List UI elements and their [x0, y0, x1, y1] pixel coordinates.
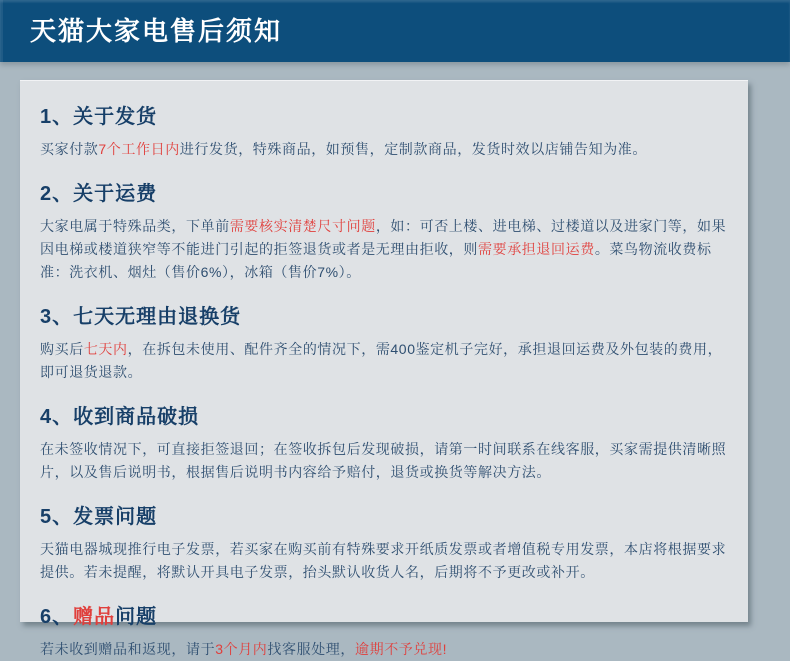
section-heading: [40, 182, 728, 206]
text-segment: 若未收到赠品和返现，请于: [40, 641, 216, 657]
section-body: [40, 138, 728, 161]
text-segment: 6、: [40, 606, 74, 628]
highlight-text: 3个月内: [215, 641, 268, 657]
section-body: [40, 215, 728, 284]
text-segment: 进行发货，特殊商品，如预售，定制款商品，发货时效以店铺告知为准。: [179, 141, 647, 157]
text-segment: 1、关于发货: [40, 106, 158, 128]
section-heading: [40, 405, 728, 429]
text-segment: 购买后: [40, 341, 84, 357]
section-heading: [40, 605, 728, 629]
text-segment: 2、关于运费: [40, 183, 158, 205]
text-segment: 5、发票问题: [40, 506, 158, 528]
notice-section-freight: [40, 182, 728, 284]
highlight-text: 逾期不予兑现!: [355, 641, 448, 657]
section-heading: [40, 505, 728, 529]
highlight-text: 7个工作日内: [98, 141, 180, 157]
highlight-text: 赠品: [73, 606, 116, 628]
section-body: [40, 638, 728, 661]
highlight-text: 七天内: [83, 341, 128, 357]
notice-section-invoice: [40, 505, 728, 584]
text-segment: 在未签收情况下，可直接拒签退回；在签收拆包后发现破损，请第一时间联系在线客服，买家需提供清晰照片，以及售后说明书，根据售后说明书内容给予赔付，退货或换货等解决方法。: [40, 441, 727, 480]
text-segment: 找客服处理，: [267, 641, 355, 657]
text-segment: ，如：可否上楼、进电梯、过楼道以及进家门等，如果因电梯或楼道狭窄等不能进门引起的拒签退货或者是无理由拒收，则: [40, 218, 727, 257]
text-segment: 3、七天无理由退换货: [40, 306, 242, 328]
highlight-text: 需要承担退回运费: [478, 241, 595, 257]
notice-section-damaged-goods: [40, 405, 728, 484]
text-segment: 问题: [115, 606, 158, 628]
text-segment: 。菜鸟物流收费标准：洗衣机、烟灶（售价6%），冰箱（售价7%）。: [40, 241, 712, 280]
section-heading: [40, 305, 728, 329]
text-segment: 天猫电器城现推行电子发票，若买家在购买前有特殊要求开纸质发票或者增值税专用发票，本店将根据要求提供。若未提醒，将默认开具电子发票，抬头默认收货人名，后期将不予更改或补开。: [40, 541, 727, 580]
highlight-text: 需要核实清楚尺寸问题: [229, 218, 376, 234]
notice-section-seven-day-return: [40, 305, 728, 384]
text-segment: 买家付款: [40, 141, 99, 157]
section-heading: [40, 105, 728, 129]
section-body: [40, 538, 728, 584]
notice-section-shipping: [40, 105, 728, 161]
notice-section-gifts: [40, 605, 728, 661]
section-body: [40, 438, 728, 484]
text-segment: ，在拆包未使用、配件齐全的情况下，需400鉴定机子完好，承担退回运费及外包装的费用，即可退货退款。: [40, 341, 723, 380]
section-body: [40, 338, 728, 384]
text-segment: 4、收到商品破损: [40, 406, 200, 428]
sections-container: [40, 105, 728, 661]
page-title: 天猫大家电售后须知: [30, 16, 283, 46]
notice-panel: [20, 80, 748, 657]
text-segment: 大家电属于特殊品类，下单前: [40, 218, 230, 234]
page-header: [0, 0, 790, 62]
